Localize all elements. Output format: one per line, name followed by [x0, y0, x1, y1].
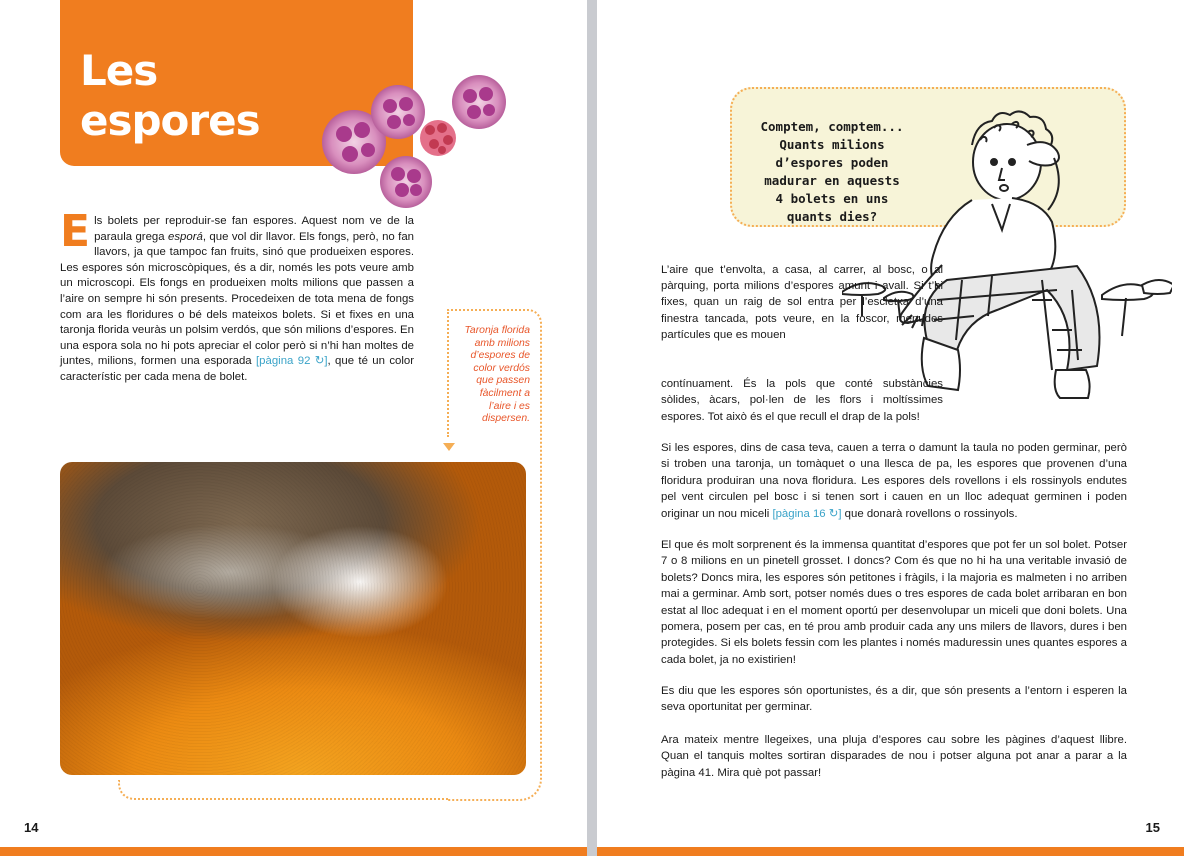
- paragraph-air-narrow: L’aire que t’envolta, a casa, al carrer, al bosc, o al pàrquing, porta milions d’espores amunt i avall. Si t’hi fixes, quan un raig de sol entra per l’escletxa d’una finestra tancada, pots veure, en la foscor, menudes partícules que es mouen: [661, 264, 943, 341]
- intro-text-1: ls bolets per reproduir-se fan espores. Aquest nom ve de la paraula grega: [94, 215, 414, 243]
- page-title: [80, 46, 300, 146]
- question-text: Comptem, comptem... Quants milions d’espores poden madurar en aquests 4 bolets en uns quants dies?: [760, 119, 904, 224]
- paragraph-rain-of-spores: Ara mateix mentre llegeixes, una pluja d’espores cau sobre les pàgines d’aquest llibre. Quan el tanquis moltes sortiran disparades de nou i potser alguna pot anar a parar a la pàgina 41. Mira què pot passar!: [661, 734, 1127, 779]
- side-note-caption: Taronja florida amb milions d’espores de color verdós que passen fàcilment a l’aire i es dispersen.: [464, 325, 530, 425]
- page-92-link[interactable]: [pàgina 92 ↻]: [256, 355, 328, 368]
- page-16-link[interactable]: [pàgina 16 ↻]: [772, 507, 842, 520]
- spore-cell: [452, 75, 506, 129]
- right-page: [597, 0, 1184, 856]
- paragraph-air-wide: contínuament. És la pols que conté substàncies sòlides, àcars, pol·len de les flors i moltíssimes espores. Tot això és el que recull el drap de la pols!: [661, 378, 943, 423]
- book-gutter: [587, 0, 597, 856]
- bottom-bar-right: [597, 847, 1184, 856]
- thinking-boy-illustration: [842, 100, 1172, 400]
- page-number-left: 14: [24, 820, 39, 835]
- photo-texture: [60, 462, 526, 775]
- spores-microscope-illustration: [314, 70, 514, 210]
- intro-text-2: , que vol dir llavor. Els fongs, però, no fan llavors, ja que tampoc fan fruits, sinó que produeixen espores. Les espores són microscòpiques, és a dir, només les pots veure amb un microscopi. Els fongs en produeixen molts milions que passen a l’aire on sempre hi són presents. Procedeixen de tota mena de fongs com ara les floridures o bé dels mateixos bolets. Si et fixes en una taronja florida veuràs un polsim verdós, que són milions d’espores. En una espora sola no hi pots apreciar el color però si n’hi han moltes de juntes, milions, formen una esporada: [60, 230, 414, 368]
- side-note-connector: [118, 780, 448, 800]
- paragraph-quantity: El que és molt sorprenent és la immensa quantitat d’espores que pot fer un sol bolet. Potser 7 o 8 milions en un pinetell grosset. I doncs? Com és que no hi ha una veritable invasió de bolets? Doncs mira, les espores són petitones i fràgils, i la majoria es malmeten i no arriben mai a germinar. Amb sort, potser només dues o tres espores de cada bolet arribaran en bon estat al lloc adequat i en el moment oportú per desenvolupar un miceli que doni bolets. Una pomera, posem per cas, en té prou amb produir cada any uns milers de llavors, dures i ben protegides. Si els bolets fessin com les plantes i només maduressin unes quantes espores a cada bolet, ja no existirien!: [661, 539, 1128, 666]
- bottom-bar-left: [0, 847, 587, 856]
- side-note-frame-left: [447, 309, 449, 437]
- down-arrow-icon: [443, 443, 455, 451]
- paragraph-opportunists: Es diu que les espores són oportunistes, és a dir, que són presents a l’entorn i esperen la seva oportunitat per germinar.: [661, 685, 1127, 714]
- page-number-right: 15: [1145, 820, 1160, 835]
- germination-text-2: que donarà rovellons o rossinyols.: [841, 507, 1018, 520]
- title-line-1: Les: [80, 46, 158, 95]
- intro-text-3: , que té un color característic per cada mena de bolet.: [60, 355, 415, 383]
- left-page: [0, 0, 587, 856]
- title-line-2: espores: [80, 96, 260, 145]
- spore-cell: [371, 85, 425, 139]
- germination-text-1: Si les espores, dins de casa teva, cauen a terra o damunt la taula no poden germinar, però si troben una taronja, un tomàquet o una llesca de pa, les espores que provenen d’una floridura produiran una nova floridura. Les espores dels rovellons i els rossinyols endutes pel vent circulen pel bosc i si tenen sort i cauen en un lloc adequat germinen i poden originar un nou miceli: [661, 442, 1127, 520]
- intro-paragraph: [60, 206, 415, 386]
- drop-cap: E: [60, 206, 91, 257]
- spore-cell: [380, 156, 432, 208]
- paragraph-germination: [661, 440, 1127, 522]
- moldy-orange-photo: [60, 462, 526, 775]
- intro-italic-word: esporá: [168, 230, 203, 243]
